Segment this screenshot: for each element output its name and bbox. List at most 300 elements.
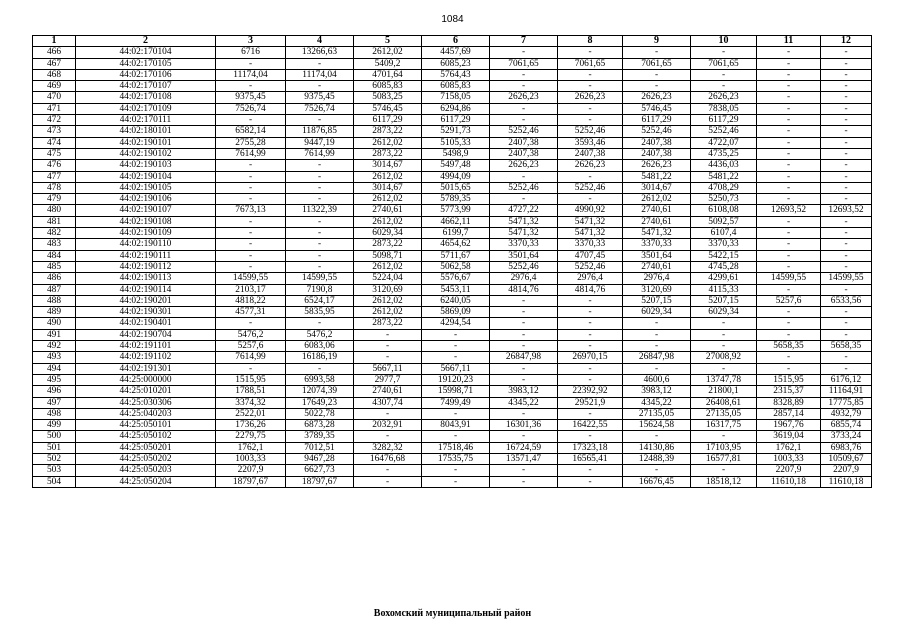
value-cell: - — [216, 261, 286, 272]
value-cell: - — [216, 239, 286, 250]
value-cell: 4294,54 — [422, 318, 490, 329]
value-cell: 2612,02 — [354, 295, 422, 306]
value-cell: - — [757, 69, 821, 80]
value-cell: - — [422, 329, 490, 340]
value-cell: 2612,02 — [354, 216, 422, 227]
value-cell: 5497,48 — [422, 160, 490, 171]
row-number-cell: 497 — [33, 397, 76, 408]
value-cell: 4818,22 — [216, 295, 286, 306]
value-cell: 5476,2 — [286, 329, 354, 340]
value-cell: - — [821, 92, 872, 103]
cadastral-code-cell: 44:02:190106 — [76, 194, 216, 205]
cadastral-code-cell: 44:02:191101 — [76, 341, 216, 352]
value-cell: 2612,02 — [354, 47, 422, 58]
table-row — [33, 442, 872, 453]
value-cell: 6716 — [216, 47, 286, 58]
table-row — [33, 307, 872, 318]
value-cell: 27135,05 — [691, 408, 757, 419]
value-cell: 3014,67 — [354, 182, 422, 193]
value-cell: 17518,46 — [422, 442, 490, 453]
value-cell: 6294,86 — [422, 103, 490, 114]
value-cell: 7673,13 — [216, 205, 286, 216]
value-cell: 11174,04 — [286, 69, 354, 80]
value-cell: - — [490, 103, 558, 114]
value-cell: 3983,12 — [490, 386, 558, 397]
cadastral-code-cell: 44:25:050202 — [76, 453, 216, 464]
value-cell: 5667,11 — [422, 363, 490, 374]
value-cell: 3370,33 — [558, 239, 623, 250]
value-cell: 3370,33 — [691, 239, 757, 250]
value-cell: 2612,02 — [354, 194, 422, 205]
table-row — [33, 363, 872, 374]
value-cell: 6983,76 — [821, 442, 872, 453]
cadastral-code-cell: 44:02:180101 — [76, 126, 216, 137]
value-cell: - — [490, 171, 558, 182]
table-row — [33, 216, 872, 227]
value-cell: 5092,57 — [691, 216, 757, 227]
cadastral-code-cell: 44:02:190105 — [76, 182, 216, 193]
value-cell: 7012,51 — [286, 442, 354, 453]
value-cell: 14599,55 — [286, 273, 354, 284]
value-cell: - — [216, 81, 286, 92]
value-cell: - — [490, 408, 558, 419]
value-cell: 6117,29 — [623, 115, 691, 126]
cadastral-code-cell: 44:25:050201 — [76, 442, 216, 453]
table-row — [33, 465, 872, 476]
value-cell: 14599,55 — [216, 273, 286, 284]
value-cell: - — [821, 307, 872, 318]
value-cell: - — [558, 465, 623, 476]
value-cell: - — [623, 329, 691, 340]
cadastral-code-cell: 44:02:190113 — [76, 273, 216, 284]
value-cell: - — [490, 341, 558, 352]
value-cell: - — [422, 408, 490, 419]
cadastral-code-cell: 44:02:190704 — [76, 329, 216, 340]
value-cell: - — [558, 171, 623, 182]
value-cell: 6108,08 — [691, 205, 757, 216]
value-cell: - — [490, 194, 558, 205]
value-cell: 12074,39 — [286, 386, 354, 397]
value-cell: - — [623, 318, 691, 329]
value-cell: - — [757, 58, 821, 69]
row-number-cell: 481 — [33, 216, 76, 227]
cadastral-code-cell: 44:02:191102 — [76, 352, 216, 363]
value-cell: - — [490, 476, 558, 487]
value-cell: 2740,61 — [354, 386, 422, 397]
value-cell: 5773,99 — [422, 205, 490, 216]
value-cell: - — [821, 126, 872, 137]
value-cell: - — [286, 228, 354, 239]
value-cell: 2740,61 — [623, 216, 691, 227]
cadastral-code-cell: 44:25:050101 — [76, 420, 216, 431]
value-cell: - — [286, 81, 354, 92]
footer-title: Вохомский муниципальный район — [373, 608, 532, 619]
value-cell: 11174,04 — [216, 69, 286, 80]
value-cell: 6117,29 — [422, 115, 490, 126]
value-cell: - — [558, 374, 623, 385]
value-cell: 3374,32 — [216, 397, 286, 408]
row-number-cell: 486 — [33, 273, 76, 284]
cadastral-code-cell: 44:02:190112 — [76, 261, 216, 272]
cadastral-code-cell: 44:02:170104 — [76, 47, 216, 58]
value-cell: - — [757, 363, 821, 374]
value-cell: 4722,07 — [691, 137, 757, 148]
value-cell: 4115,33 — [691, 284, 757, 295]
value-cell: - — [757, 284, 821, 295]
value-cell: 2976,4 — [490, 273, 558, 284]
value-cell: - — [757, 318, 821, 329]
value-cell: - — [821, 137, 872, 148]
value-cell: 2315,37 — [757, 386, 821, 397]
value-cell: 1736,26 — [216, 420, 286, 431]
value-cell: 6240,05 — [422, 295, 490, 306]
table-body — [33, 47, 872, 488]
value-cell: 5471,32 — [558, 216, 623, 227]
value-cell: - — [757, 261, 821, 272]
value-cell: 14130,86 — [623, 442, 691, 453]
value-cell: 8043,91 — [422, 420, 490, 431]
value-cell: 6029,34 — [354, 228, 422, 239]
cadastral-code-cell: 44:25:050204 — [76, 476, 216, 487]
value-cell: - — [821, 160, 872, 171]
value-cell: 2522,01 — [216, 408, 286, 419]
value-cell: 16301,36 — [490, 420, 558, 431]
value-cell: 18797,67 — [286, 476, 354, 487]
value-cell: - — [821, 318, 872, 329]
value-cell: - — [216, 216, 286, 227]
value-cell: - — [821, 284, 872, 295]
table-row — [33, 137, 872, 148]
value-cell: 4990,92 — [558, 205, 623, 216]
value-cell: 2407,38 — [490, 148, 558, 159]
value-cell: 6627,73 — [286, 465, 354, 476]
value-cell: - — [821, 58, 872, 69]
row-number-cell: 504 — [33, 476, 76, 487]
value-cell: 4654,62 — [422, 239, 490, 250]
value-cell: 6085,23 — [422, 58, 490, 69]
table-row — [33, 58, 872, 69]
table-row — [33, 273, 872, 284]
value-cell: 4662,11 — [422, 216, 490, 227]
value-cell: - — [821, 363, 872, 374]
value-cell: 26408,61 — [691, 397, 757, 408]
value-cell: 3593,46 — [558, 137, 623, 148]
value-cell: 16422,55 — [558, 420, 623, 431]
value-cell: 9375,45 — [216, 92, 286, 103]
value-cell: 11876,85 — [286, 126, 354, 137]
value-cell: - — [757, 182, 821, 193]
value-cell: 14599,55 — [757, 273, 821, 284]
value-cell: - — [490, 295, 558, 306]
value-cell: - — [422, 352, 490, 363]
value-cell: 16577,81 — [691, 453, 757, 464]
value-cell: 5207,15 — [691, 295, 757, 306]
value-cell: 3501,64 — [490, 250, 558, 261]
value-cell: 5746,45 — [623, 103, 691, 114]
value-cell: - — [354, 329, 422, 340]
value-cell: - — [821, 228, 872, 239]
value-cell: 6029,34 — [623, 307, 691, 318]
row-number-cell: 473 — [33, 126, 76, 137]
table-row — [33, 239, 872, 250]
value-cell: - — [422, 465, 490, 476]
value-cell: - — [691, 318, 757, 329]
value-cell: 5207,15 — [623, 295, 691, 306]
value-cell: 4577,31 — [216, 307, 286, 318]
cadastral-code-cell: 44:25:050102 — [76, 431, 216, 442]
value-cell: 27008,92 — [691, 352, 757, 363]
table-row — [33, 352, 872, 363]
row-number-cell: 478 — [33, 182, 76, 193]
value-cell: - — [623, 47, 691, 58]
value-cell: - — [490, 374, 558, 385]
value-cell: - — [216, 182, 286, 193]
value-cell: 5252,46 — [490, 261, 558, 272]
value-cell: 26847,98 — [490, 352, 558, 363]
value-cell: - — [216, 250, 286, 261]
value-cell: - — [422, 476, 490, 487]
value-cell: 9447,19 — [286, 137, 354, 148]
value-cell: - — [623, 81, 691, 92]
value-cell: 16186,19 — [286, 352, 354, 363]
value-cell: 8328,89 — [757, 397, 821, 408]
value-cell: 4345,22 — [490, 397, 558, 408]
value-cell: 6993,58 — [286, 374, 354, 385]
value-cell: - — [623, 69, 691, 80]
value-cell: 4708,29 — [691, 182, 757, 193]
row-number-cell: 487 — [33, 284, 76, 295]
value-cell: 10509,67 — [821, 453, 872, 464]
value-cell: - — [216, 160, 286, 171]
value-cell: 2279,75 — [216, 431, 286, 442]
cadastral-code-cell: 44:25:030306 — [76, 397, 216, 408]
value-cell: 3789,35 — [286, 431, 354, 442]
value-cell: - — [821, 69, 872, 80]
value-cell: - — [558, 363, 623, 374]
cadastral-code-cell: 44:02:190401 — [76, 318, 216, 329]
value-cell: 13571,47 — [490, 453, 558, 464]
row-number-cell: 490 — [33, 318, 76, 329]
value-cell: - — [757, 250, 821, 261]
value-cell: - — [286, 250, 354, 261]
value-cell: 5789,35 — [422, 194, 490, 205]
value-cell: - — [757, 126, 821, 137]
value-cell: - — [354, 341, 422, 352]
value-cell: - — [286, 115, 354, 126]
table-row — [33, 408, 872, 419]
value-cell: - — [216, 228, 286, 239]
value-cell: 5250,73 — [691, 194, 757, 205]
value-cell: 14599,55 — [821, 273, 872, 284]
cadastral-code-cell: 44:02:190103 — [76, 160, 216, 171]
cadastral-code-cell: 44:25:000000 — [76, 374, 216, 385]
value-cell: 6524,17 — [286, 295, 354, 306]
value-cell: 5257,6 — [216, 341, 286, 352]
value-cell: 11610,18 — [821, 476, 872, 487]
row-number-cell: 489 — [33, 307, 76, 318]
value-cell: 5667,11 — [354, 363, 422, 374]
table-row — [33, 261, 872, 272]
value-cell: - — [757, 92, 821, 103]
value-cell: 6117,29 — [691, 115, 757, 126]
value-cell: 18797,67 — [216, 476, 286, 487]
value-cell: 2407,38 — [490, 137, 558, 148]
value-cell: 3370,33 — [623, 239, 691, 250]
value-cell: 22392,92 — [558, 386, 623, 397]
row-number-cell: 495 — [33, 374, 76, 385]
table-row — [33, 341, 872, 352]
value-cell: - — [558, 307, 623, 318]
value-cell: 7061,65 — [558, 58, 623, 69]
value-cell: 5453,11 — [422, 284, 490, 295]
value-cell: 5711,67 — [422, 250, 490, 261]
value-cell: 5835,95 — [286, 307, 354, 318]
value-cell: 4814,76 — [558, 284, 623, 295]
cadastral-code-cell: 44:02:190109 — [76, 228, 216, 239]
cadastral-code-cell: 44:02:190111 — [76, 250, 216, 261]
value-cell: - — [757, 239, 821, 250]
value-cell: - — [691, 431, 757, 442]
value-cell: - — [757, 228, 821, 239]
value-cell: 7838,05 — [691, 103, 757, 114]
table-row — [33, 92, 872, 103]
table-row — [33, 386, 872, 397]
value-cell: 5252,46 — [558, 182, 623, 193]
value-cell: - — [286, 239, 354, 250]
value-cell: - — [821, 115, 872, 126]
value-cell: 3733,24 — [821, 431, 872, 442]
row-number-cell: 483 — [33, 239, 76, 250]
value-cell: - — [558, 103, 623, 114]
value-cell: 2103,17 — [216, 284, 286, 295]
value-cell: 1788,51 — [216, 386, 286, 397]
row-number-cell: 469 — [33, 81, 76, 92]
value-cell: - — [757, 160, 821, 171]
value-cell: - — [558, 341, 623, 352]
value-cell: 11322,39 — [286, 205, 354, 216]
value-cell: 11164,91 — [821, 386, 872, 397]
value-cell: - — [623, 363, 691, 374]
value-cell: 2612,02 — [354, 307, 422, 318]
value-cell: 3120,69 — [354, 284, 422, 295]
value-cell: 9467,28 — [286, 453, 354, 464]
value-cell: 5869,09 — [422, 307, 490, 318]
value-cell: - — [216, 194, 286, 205]
value-cell: - — [558, 295, 623, 306]
value-cell: 26847,98 — [623, 352, 691, 363]
value-cell: 7061,65 — [691, 58, 757, 69]
value-cell: 17649,23 — [286, 397, 354, 408]
value-cell: 12693,52 — [757, 205, 821, 216]
value-cell: 7061,65 — [623, 58, 691, 69]
value-cell: 4727,22 — [490, 205, 558, 216]
value-cell: 7526,74 — [216, 103, 286, 114]
value-cell: - — [558, 81, 623, 92]
value-cell: - — [691, 81, 757, 92]
value-cell: - — [757, 137, 821, 148]
value-cell: - — [757, 47, 821, 58]
value-cell: - — [216, 363, 286, 374]
cadastral-code-cell: 44:02:190108 — [76, 216, 216, 227]
value-cell: - — [757, 148, 821, 159]
value-cell: 5498,9 — [422, 148, 490, 159]
value-cell: 5658,35 — [821, 341, 872, 352]
value-cell: - — [821, 261, 872, 272]
value-cell: 3370,33 — [490, 239, 558, 250]
value-cell: 17775,85 — [821, 397, 872, 408]
value-cell: - — [691, 69, 757, 80]
row-number-cell: 503 — [33, 465, 76, 476]
value-cell: - — [490, 318, 558, 329]
value-cell: - — [216, 171, 286, 182]
value-cell: 5471,32 — [490, 228, 558, 239]
row-number-cell: 496 — [33, 386, 76, 397]
value-cell: 18518,12 — [691, 476, 757, 487]
value-cell: - — [691, 465, 757, 476]
value-cell: 2755,28 — [216, 137, 286, 148]
table-row — [33, 194, 872, 205]
row-number-cell: 480 — [33, 205, 76, 216]
value-cell: - — [216, 58, 286, 69]
value-cell: - — [490, 115, 558, 126]
value-cell: 2740,61 — [623, 205, 691, 216]
cadastral-code-cell: 44:02:170111 — [76, 115, 216, 126]
value-cell: 6582,14 — [216, 126, 286, 137]
value-cell: 2626,23 — [490, 160, 558, 171]
value-cell: 2976,4 — [623, 273, 691, 284]
value-cell: 16724,59 — [490, 442, 558, 453]
value-cell: 2626,23 — [623, 160, 691, 171]
value-cell: 3120,69 — [623, 284, 691, 295]
header-row — [33, 36, 872, 47]
value-cell: 7190,8 — [286, 284, 354, 295]
value-cell: - — [821, 81, 872, 92]
value-cell: 17535,75 — [422, 453, 490, 464]
value-cell: - — [623, 465, 691, 476]
value-cell: - — [757, 329, 821, 340]
value-cell: 2612,02 — [354, 137, 422, 148]
value-cell: 2873,22 — [354, 318, 422, 329]
value-cell: 5098,71 — [354, 250, 422, 261]
column-header: 9 — [623, 36, 691, 47]
value-cell: 1967,76 — [757, 420, 821, 431]
value-cell: - — [286, 194, 354, 205]
value-cell: 13747,78 — [691, 374, 757, 385]
value-cell: 2857,14 — [757, 408, 821, 419]
value-cell: - — [821, 148, 872, 159]
value-cell: 4745,28 — [691, 261, 757, 272]
value-cell: 29521,9 — [558, 397, 623, 408]
table-row — [33, 148, 872, 159]
value-cell: - — [558, 47, 623, 58]
value-cell: - — [490, 69, 558, 80]
value-cell: 5252,46 — [691, 126, 757, 137]
value-cell: - — [757, 216, 821, 227]
value-cell: 3014,67 — [354, 160, 422, 171]
value-cell: - — [354, 431, 422, 442]
value-cell: 5252,46 — [623, 126, 691, 137]
value-cell: 6083,06 — [286, 341, 354, 352]
value-cell: 7614,99 — [216, 148, 286, 159]
value-cell: 4994,09 — [422, 171, 490, 182]
value-cell: - — [691, 363, 757, 374]
value-cell: 4299,61 — [691, 273, 757, 284]
value-cell: 5252,46 — [558, 261, 623, 272]
cadastral-code-cell: 44:02:170108 — [76, 92, 216, 103]
value-cell: - — [286, 363, 354, 374]
cadastral-code-cell: 44:02:190102 — [76, 148, 216, 159]
value-cell: - — [821, 352, 872, 363]
